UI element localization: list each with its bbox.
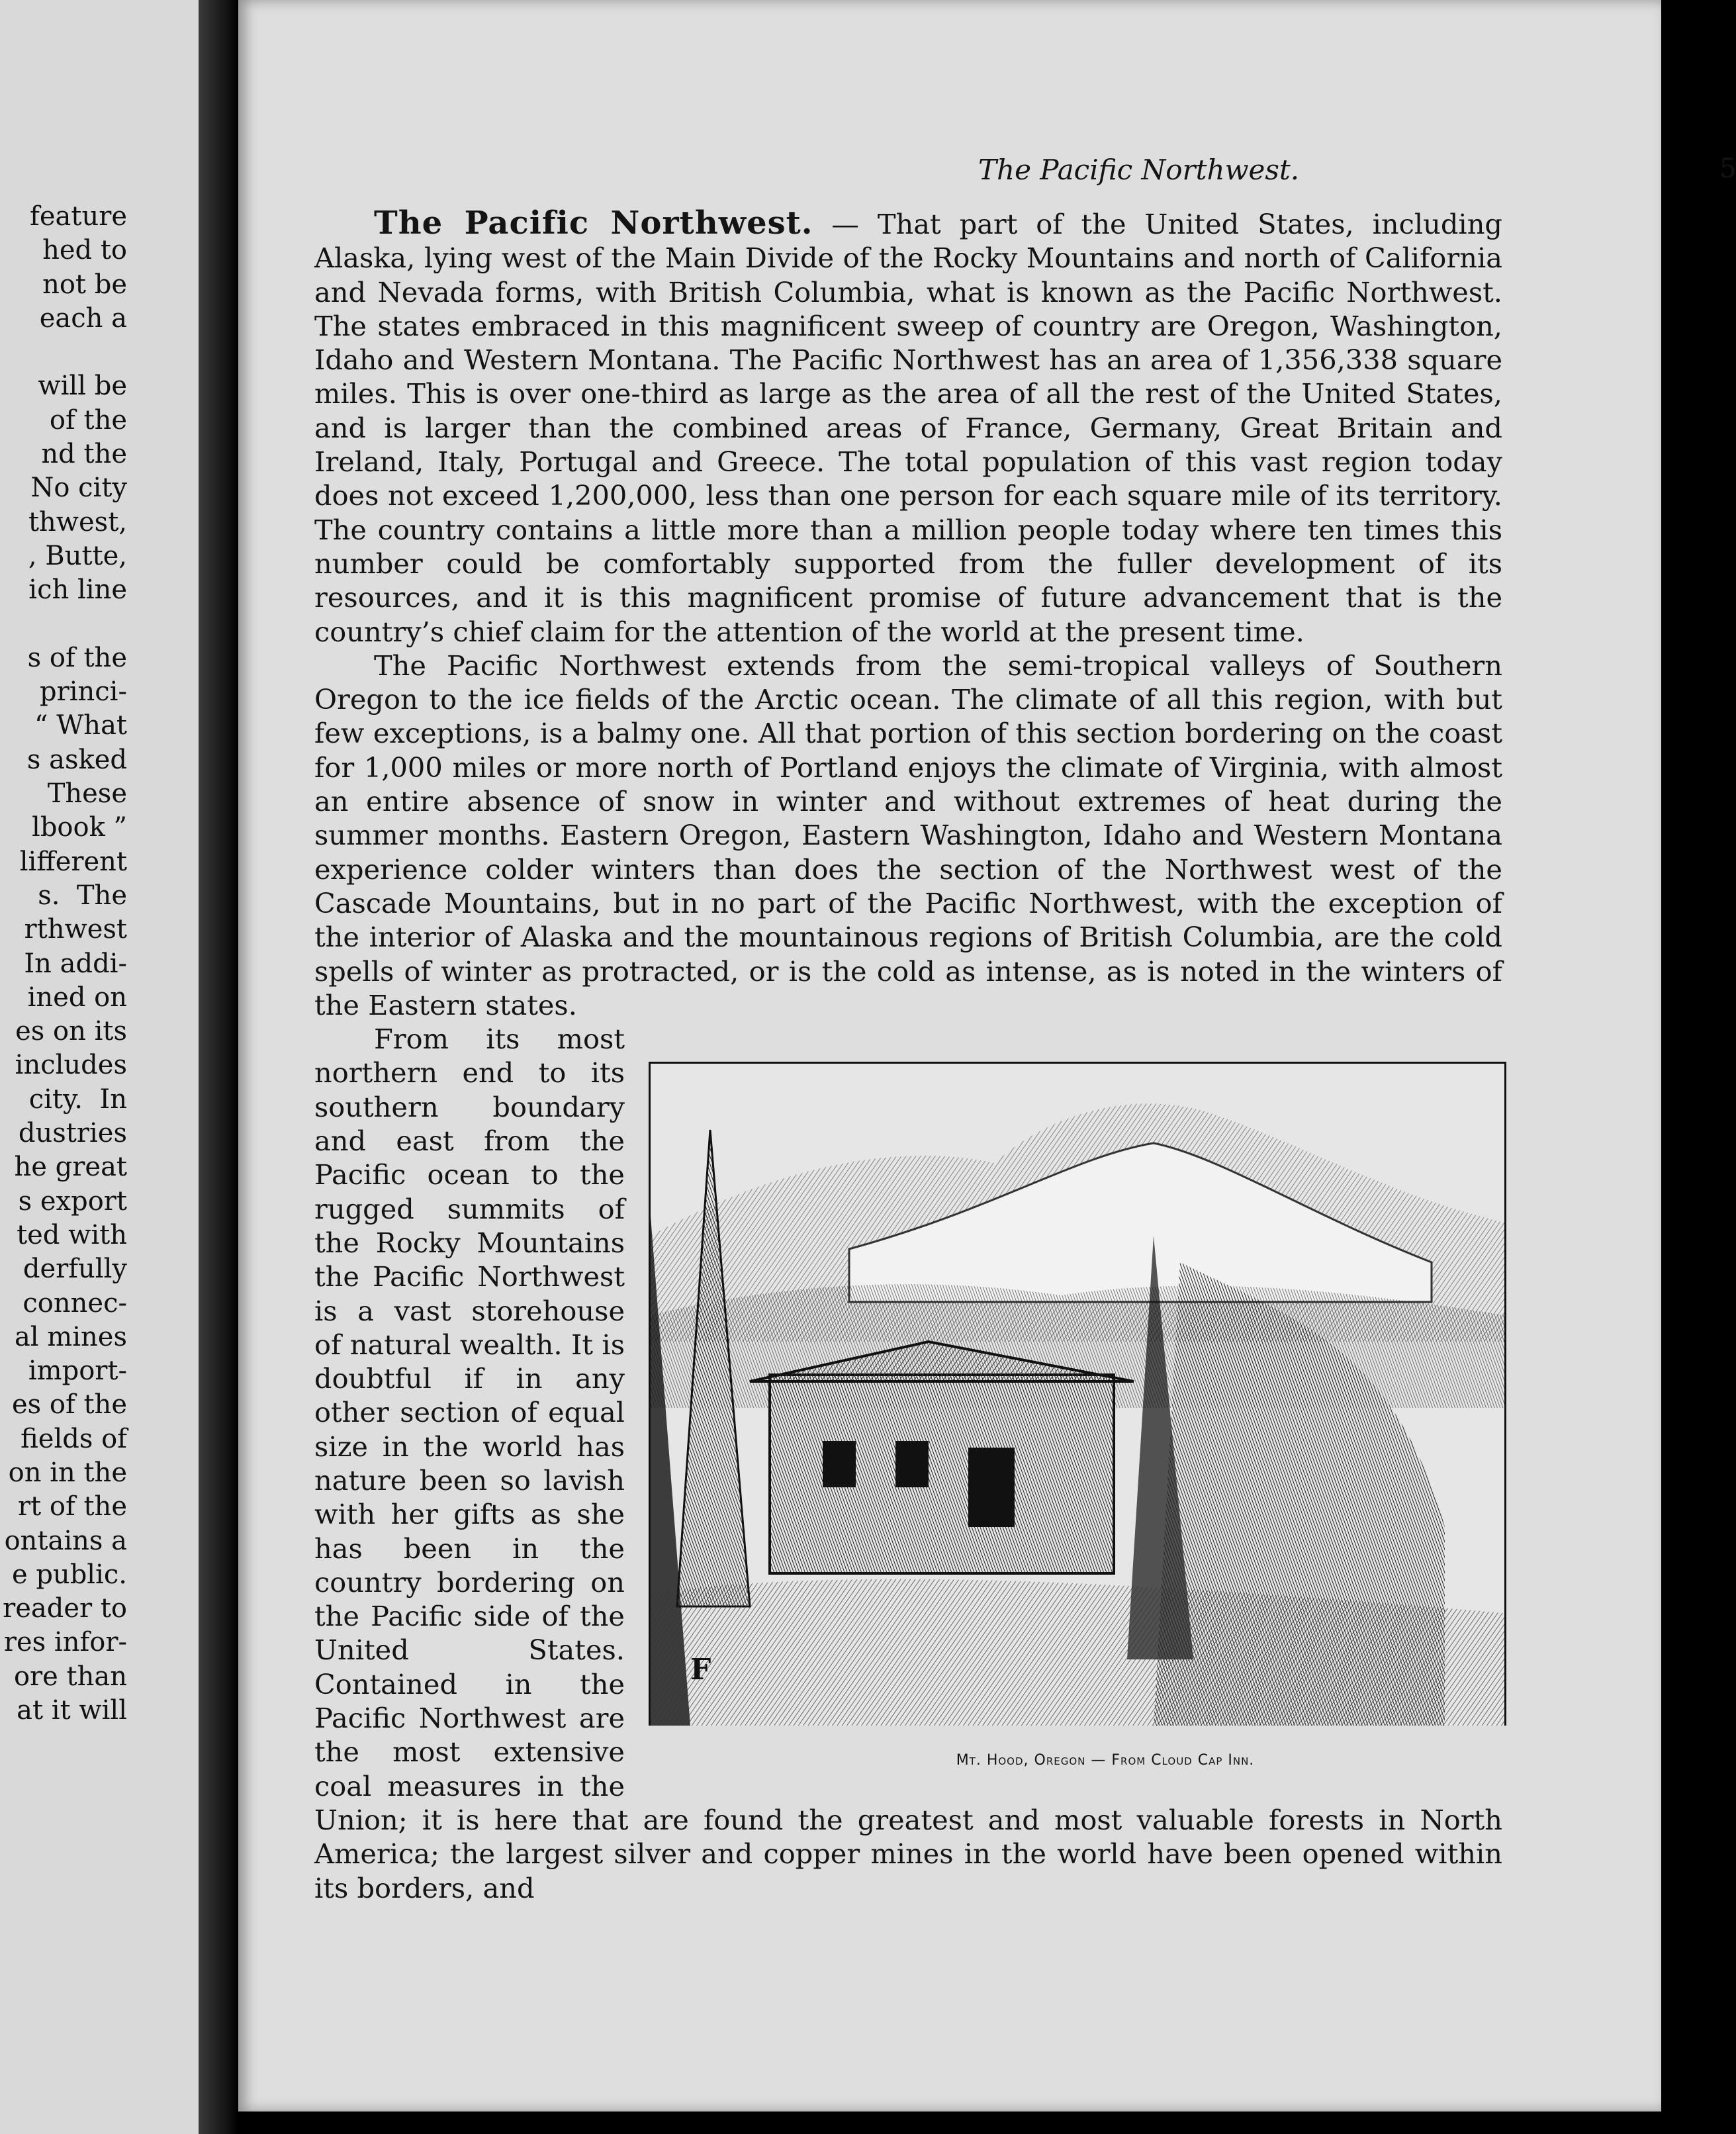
left-page-line: ich line [28, 575, 127, 606]
engraver-monogram: F [690, 1653, 711, 1687]
left-page-line: will be [38, 371, 127, 402]
left-page-line: lbook ” [32, 812, 127, 843]
left-page-line: ontains a [4, 1525, 127, 1556]
engraving-mt-hood [649, 1062, 1506, 1726]
left-page-line [3, 336, 127, 369]
left-page-line: al mines [14, 1321, 127, 1352]
left-page-line: rt of the [17, 1491, 127, 1522]
figure [649, 1027, 1502, 1775]
left-page-line: on in the [8, 1457, 127, 1488]
left-page-line: e public. [11, 1559, 127, 1590]
left-page-line: ted with [17, 1219, 127, 1250]
paragraph-3 [314, 1022, 1502, 1905]
left-page-line: city. In [28, 1084, 127, 1115]
left-page-line: import- [28, 1356, 127, 1387]
left-page-line: s asked [26, 744, 127, 775]
left-page-line: , Butte, [28, 540, 127, 571]
page-number: 5 [1719, 154, 1736, 184]
left-page-line: not be [42, 269, 127, 300]
left-page-line: No city [30, 473, 127, 504]
left-page-line: nd the [41, 439, 127, 470]
left-page-edge-text [3, 200, 127, 1728]
left-page-line: at it will [17, 1695, 127, 1726]
paragraph-1 [314, 207, 1502, 649]
section-heading: The Pacific Northwest. [374, 205, 813, 242]
left-page-line: princi- [40, 676, 127, 708]
left-page-line [3, 608, 127, 641]
left-page-line: each a [39, 302, 127, 334]
left-page-line: These [47, 778, 127, 810]
left-page-line: In addi- [24, 948, 127, 979]
left-page-line: reader to [3, 1593, 127, 1624]
left-page-line: dustries [18, 1118, 127, 1149]
left-page-line: es of the [11, 1389, 127, 1420]
left-page-line: derfully [23, 1254, 127, 1285]
left-page-line: es on its [15, 1016, 127, 1047]
left-page-line: s. The [38, 880, 127, 911]
left-page-line: ore than [13, 1661, 127, 1692]
left-page-line: “ What [34, 710, 127, 741]
left-page-line: hed to [42, 235, 127, 266]
left-page-line: s export [18, 1185, 127, 1217]
paragraph-2: The Pacific Northwest extends from the semi-tropical valleys of Southern Oregon to the ice fields of the Arctic ocean. The climate of all this region, with but few exceptions, is a balmy one. All that portion of this section bordering on the coast for 1,000 miles or more north of Portland enjoys the climate of Virginia, with almost an entire absence of snow in winter and without extremes of heat during the summer months. Eastern Oregon, Eastern Washington, Idaho and Western Montana experience colder winters than does the section of the Northwest west of the Cascade Mountains, but in no part of the Pacific Northwest, with the exception of the interior of Alaska and the mountainous regions of British Columbia, are the cold spells of winter as protracted, or is the cold as intense, as is noted in the winters of the Eastern states. [314, 649, 1502, 1021]
left-page-line: res infor- [3, 1627, 127, 1658]
left-page-line: of the [49, 404, 127, 436]
left-page-line: s of the [27, 642, 127, 673]
paragraph-3-text: From its most northern end to its southern boundary and east from the Pacific ocean to the rugged summits of the Rocky Mountains the Pacific Northwest is a vast storehouse of natural wealth. It is doubtful if in any other section of equal size in the world has nature been so lavish with her gifts as she has been in the country bordering on the Pacific side of the United States. Contained in the Pacific Northwest are the most extensive coal measures in the Union; it is here that are found the greatest and most valuable forests in North America; the largest silver and copper mines in the world have been opened within its borders, and [314, 1023, 1502, 1904]
running-title: The Pacific Northwest. [978, 154, 1300, 186]
left-page-line: includes [15, 1050, 127, 1081]
left-page-line: feature [30, 201, 127, 232]
left-page-line: thwest, [28, 506, 127, 537]
engraving-illustration [651, 1064, 1504, 1726]
left-page-line: lifferent [19, 846, 127, 877]
left-page-line: connec- [23, 1287, 127, 1319]
article-body [314, 207, 1502, 1905]
figure-caption: Mt. Hood, Oregon — From Cloud Cap Inn. [956, 1752, 1255, 1769]
left-page-line: rthwest [24, 914, 127, 945]
left-page-line: he great [14, 1152, 127, 1183]
left-page [0, 0, 199, 2134]
paragraph-1-text: — That part of the United States, including Alaska, lying west of the Main Divide of the Rocky Mountains and north of California and Nevada forms, with British Columbia, what is known as the Pacific Northwest. The states embraced in this magnificent sweep of country are Oregon, Washington, Idaho and Western Montana. The Pacific Northwest has an area of 1,356,338 square miles. This is over one-third as large as the area of all the rest of the United States, and is larger than the combined areas of France, Germany, Great Britain and Ireland, Italy, Portugal and Greece. The total population of this vast region today does not exceed 1,200,000, less than one person for each square mile of its territory. The country contains a little more than a million people today where ten times this number could be comfortably supported from the fuller development of its resources, and it is this magnificent promise of future advancement that is the country’s chief claim for the attention of the world at the present time. [314, 208, 1502, 648]
left-page-line: fields of [21, 1423, 127, 1454]
left-page-line: ined on [27, 982, 127, 1013]
page-header [238, 154, 1736, 191]
book-gutter [199, 0, 238, 2134]
